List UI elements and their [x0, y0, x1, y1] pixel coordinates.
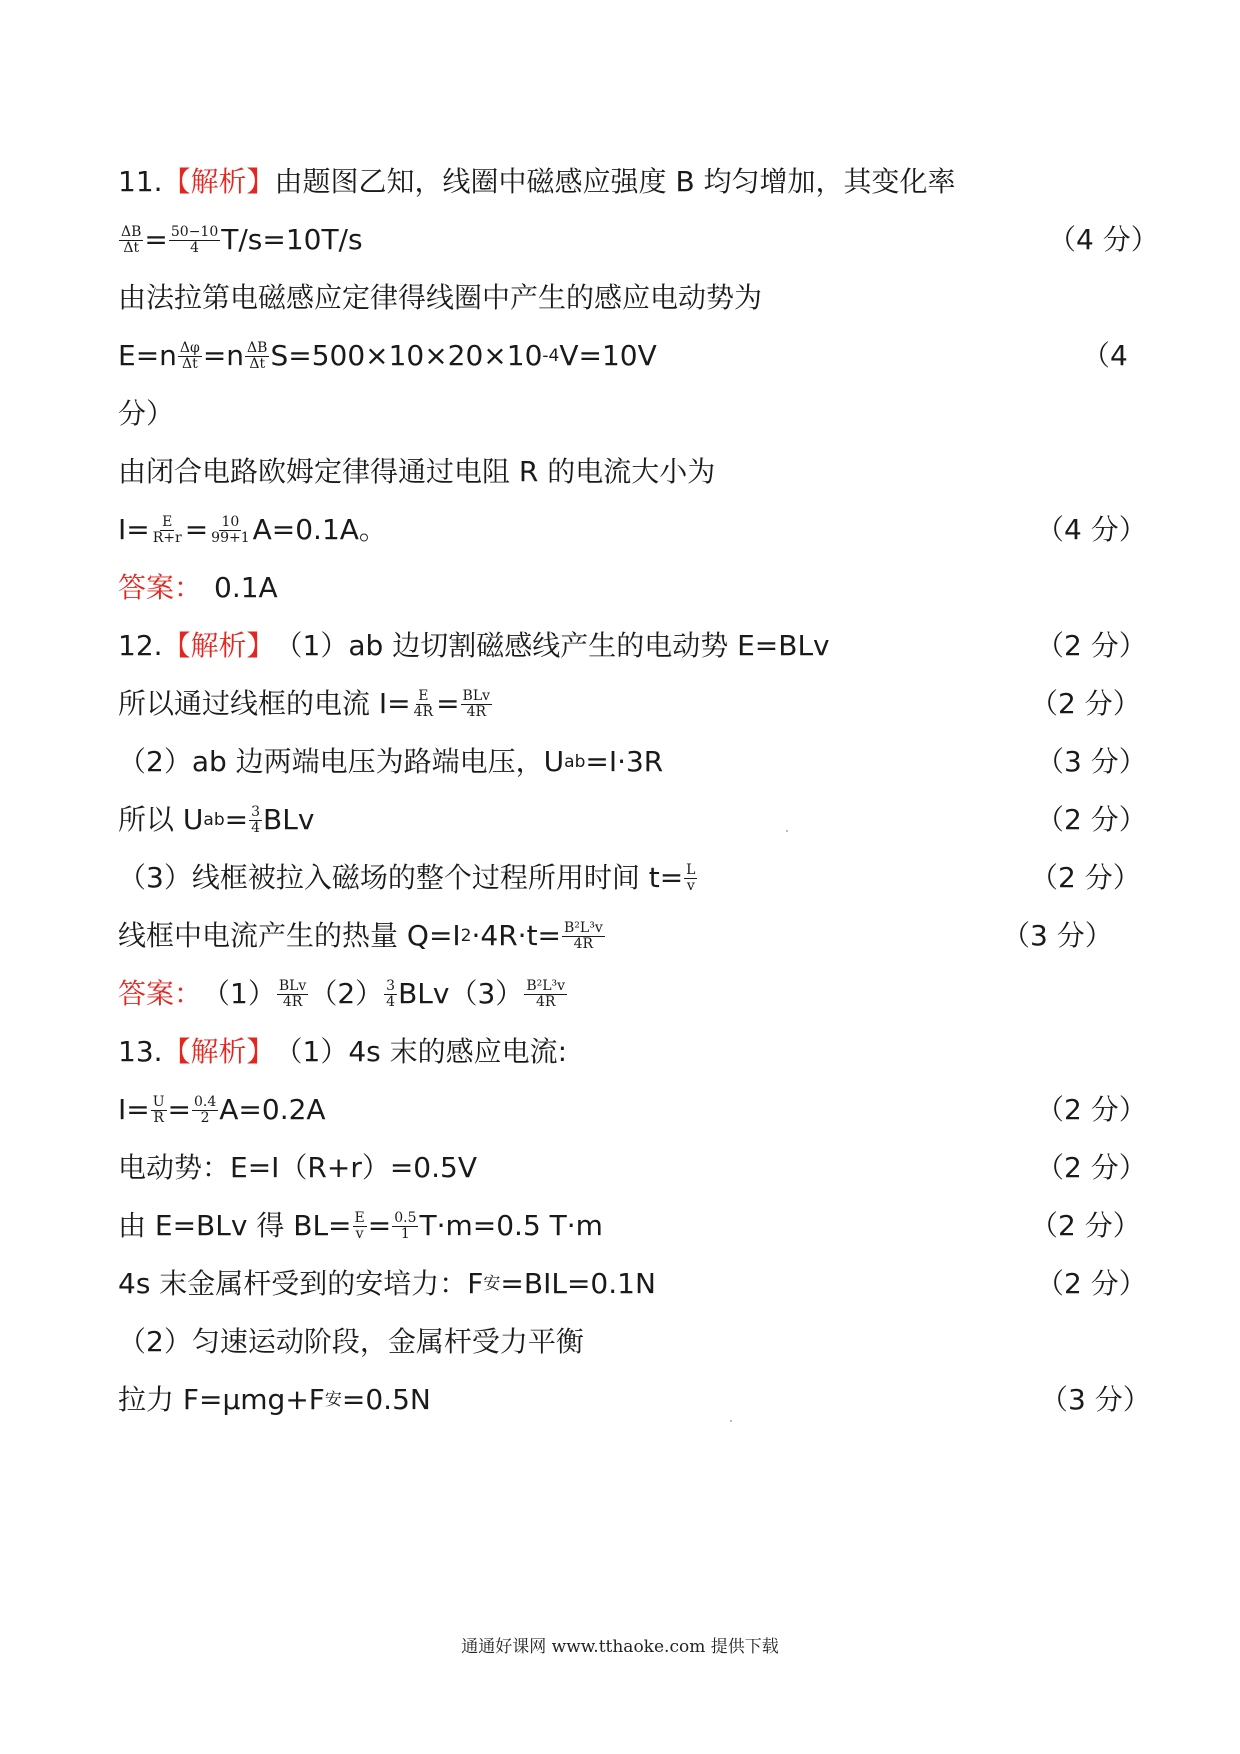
score: （3 分）: [1040, 1383, 1151, 1416]
q12-line-5: （3）线框被拉入磁场的整个过程所用时间 t= $\frac{L}{v}$ （2 分）: [118, 856, 1122, 900]
score: （2 分）: [1030, 861, 1141, 894]
fraction: $\frac{0.5}{1}$: [394, 1209, 417, 1242]
q11-line-6: 由闭合电路欧姆定律得通过电阻 R 的电流大小为: [118, 455, 716, 488]
q12-line-6: 线框中电流产生的热量 Q=I 2 ·4R·t= $\frac{\text{B²L³v}}{4R}$ （3 分）: [118, 914, 1122, 958]
q11-line-2: $\frac{\Delta B}{\Delta t}$ = $\frac{50-10}{4}$ T/s=10T/s （4 分）: [118, 218, 1122, 262]
score: （2 分）: [1030, 687, 1141, 720]
q11-number: 11.: [118, 165, 163, 198]
fraction: $\frac{E}{v}$: [354, 1209, 365, 1242]
fraction: $\frac{0.4}{2}$: [194, 1093, 217, 1126]
q13-line-2: I= $\frac{U}{R}$ = $\frac{0.4}{2}$ A=0.2A （2 分）: [118, 1088, 1122, 1132]
fraction: $\frac{\Delta B}{\Delta t}$: [121, 223, 142, 256]
score: （4 分）: [1036, 513, 1147, 546]
fraction: $\frac{\Delta B}{\Delta t}$: [247, 339, 268, 372]
fraction: $\frac{\Delta\varphi}{\Delta t}$: [179, 339, 200, 372]
fraction: $\frac{3}{4}$: [251, 803, 261, 836]
fraction: $\frac{\text{B²L³v}}{4R}$: [526, 977, 566, 1010]
fraction: $\frac{\text{BLv}}{4R}$: [278, 977, 307, 1010]
q11-line-5: 分）: [118, 397, 175, 430]
q13-line-7: 拉力 F=μmg+F 安 =0.5N （3 分）: [118, 1378, 1122, 1422]
scan-speck: [730, 1420, 732, 1422]
q11-line-1: [118, 160, 1122, 204]
score: （4 分）: [1048, 223, 1159, 256]
score: （2 分）: [1036, 803, 1147, 836]
page-footer: 通通好课网 www.tthaoke.com 提供下载: [461, 1637, 779, 1657]
fraction: $\frac{3}{4}$: [386, 977, 396, 1010]
fraction: $\frac{E}{4R}$: [413, 687, 434, 720]
q11-answer: [118, 566, 1122, 610]
q11-line-3: 由法拉第电磁感应定律得线圈中产生的感应电动势为: [118, 281, 763, 314]
q11-line-7: I= $\frac{E}{R+r}$ = $\frac{10}{99+1}$ A=0.1A。 （4 分）: [118, 508, 1122, 552]
q11-text: 由题图乙知，线圈中磁感应强度 B 均匀增加，其变化率: [274, 165, 956, 198]
fraction: $\frac{U}{R}$: [152, 1093, 165, 1126]
q13-line-1: 13. 【解析】 （1）4s 末的感应电流:: [118, 1030, 1122, 1074]
q12-analysis-tag: 【解析】: [162, 629, 275, 662]
q13-line-3: 电动势：E=I（R+r）=0.5V （2 分）: [118, 1146, 1122, 1190]
fraction: $\frac{\text{BLv}}{4R}$: [462, 687, 491, 720]
scan-speck: [786, 830, 788, 832]
fraction: $\frac{E}{R+r}$: [152, 513, 182, 546]
q13-line-6: （2）匀速运动阶段，金属杆受力平衡: [118, 1325, 584, 1358]
answer-label: 答案：: [118, 571, 203, 604]
score: （2 分）: [1036, 1093, 1147, 1126]
q13-number: 13.: [118, 1035, 163, 1068]
score: （2 分）: [1036, 1267, 1147, 1300]
q13-line-5: 4s 末金属杆受到的安培力：F 安 =BIL=0.1N （2 分）: [118, 1262, 1122, 1306]
q11-line-4: E=n $\frac{\Delta\varphi}{\Delta t}$ =n $\frac{\Delta B}{\Delta t}$ S=500×10×20×10 -4 V=10V （4: [118, 334, 1122, 378]
score: （2 分）: [1036, 1151, 1147, 1184]
q12-line-3: （2）ab 边两端电压为路端电压，U ab =I·3R （3 分）: [118, 740, 1122, 784]
q13-line-4: 由 E=BLv 得 BL= $\frac{E}{v}$ = $\frac{0.5}{1}$ T·m=0.5 T·m （2 分）: [118, 1204, 1122, 1248]
q12-line-4: 所以 U ab = $\frac{3}{4}$ BLv （2 分）: [118, 798, 1122, 842]
score: （4: [1082, 339, 1128, 372]
q11-analysis-tag: 【解析】: [162, 165, 275, 198]
q12-number: 12.: [118, 629, 163, 662]
q12-answer: 答案： （1） $\frac{\text{BLv}}{4R}$ （2） $\frac{3}{4}$ BLv （3） $\frac{\text{B²L³v}}{4R}$: [118, 972, 1122, 1016]
q12-line-2: 所以通过线框的电流 I= $\frac{E}{4R}$ = $\frac{\text{BLv}}{4R}$ （2 分）: [118, 682, 1122, 726]
fraction: $\frac{50-10}{4}$: [170, 223, 219, 256]
q12-line-1: 12. 【解析】 （1）ab 边切割磁感线产生的电动势 E=BLv （2 分）: [118, 624, 1122, 668]
answer-label: 答案：: [118, 977, 203, 1010]
score: （3 分）: [1036, 745, 1147, 778]
score: （3 分）: [1002, 919, 1113, 952]
q13-analysis-tag: 【解析】: [162, 1035, 275, 1068]
score: （2 分）: [1030, 1209, 1141, 1242]
score: （2 分）: [1036, 629, 1147, 662]
answer-value: 0.1A: [214, 571, 278, 604]
fraction: $\frac{10}{99+1}$: [211, 513, 250, 546]
fraction: $\frac{\text{B²L³v}}{4R}$: [564, 919, 603, 952]
fraction: $\frac{L}{v}$: [686, 861, 696, 894]
